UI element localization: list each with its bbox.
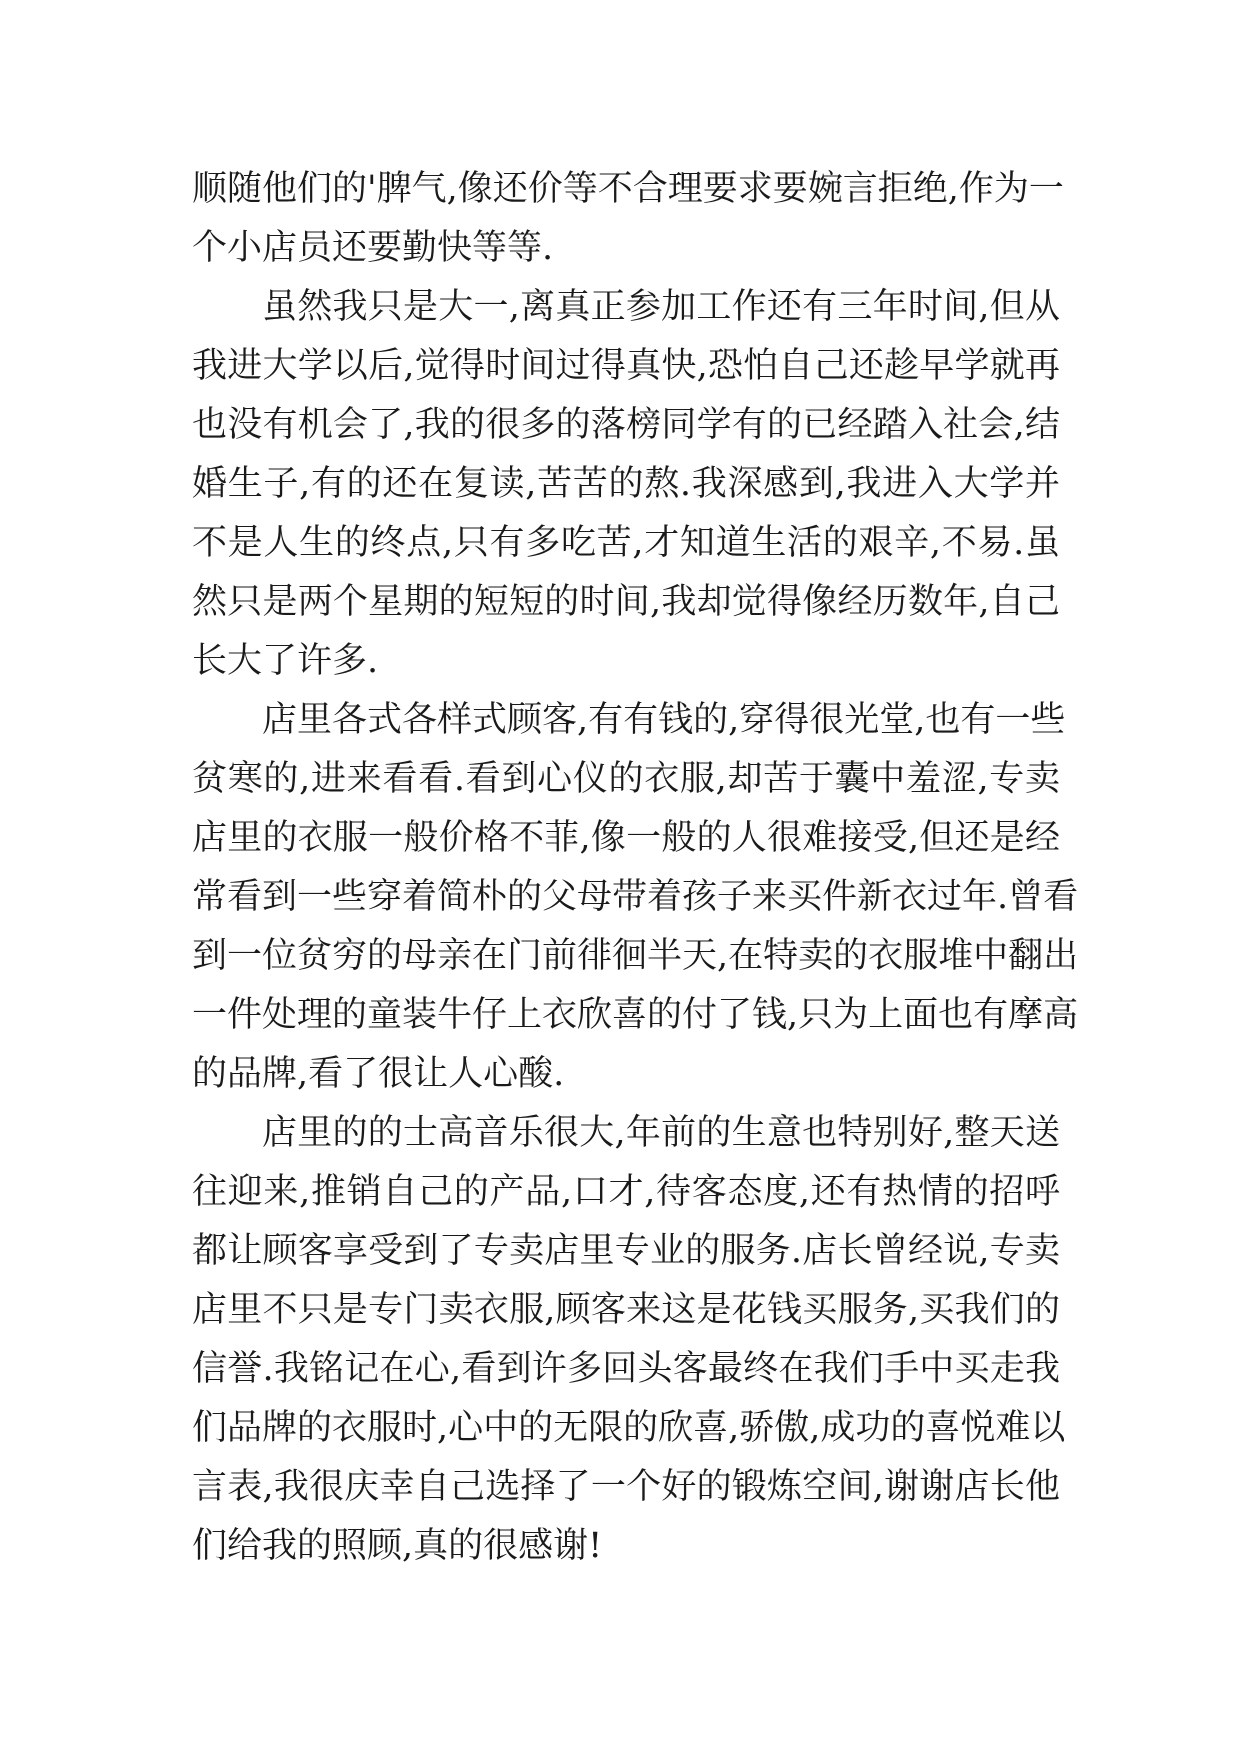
text-line: 长大了许多.: [192, 641, 379, 681]
text-line: 信誉.我铭记在心,看到许多回头客最终在我们手中买走我: [192, 1349, 1060, 1389]
paragraph-2: [192, 278, 1060, 691]
text-line: 都让顾客享受到了专卖店里专业的服务.店长曾经说,专卖: [192, 1231, 1060, 1271]
text-line: 一件处理的童装牛仔上衣欣喜的付了钱,只为上面也有摩高: [192, 995, 1079, 1035]
text-line: 言表,我很庆幸自己选择了一个好的锻炼空间,谢谢店长他: [192, 1467, 1060, 1507]
paragraph-3: [192, 691, 1079, 1104]
paragraph-4: [192, 1104, 1066, 1576]
text-line: 往迎来,推销自己的产品,口才,待客态度,还有热情的招呼: [192, 1172, 1060, 1212]
document-body: [192, 160, 1079, 1576]
text-line: 虽然我只是大一,离真正参加工作还有三年时间,但从: [262, 287, 1060, 327]
text-line: 婚生子,有的还在复读,苦苦的熬.我深感到,我进入大学并: [192, 464, 1060, 504]
text-line: 不是人生的终点,只有多吃苦,才知道生活的艰辛,不易.虽: [192, 523, 1060, 563]
text-line: 们品牌的衣服时,心中的无限的欣喜,骄傲,成功的喜悦难以: [192, 1408, 1066, 1448]
text-line: 个小店员还要勤快等等.: [192, 228, 554, 268]
text-line: 然只是两个星期的短短的时间,我却觉得像经历数年,自己: [192, 582, 1060, 622]
text-line: 贫寒的,进来看看.看到心仪的衣服,却苦于囊中羞涩,专卖: [192, 759, 1060, 799]
text-line: 也没有机会了,我的很多的落榜同学有的已经踏入社会,结: [192, 405, 1060, 445]
text-line: 店里的衣服一般价格不菲,像一般的人很难接受,但还是经: [192, 818, 1060, 858]
text-line: 常看到一些穿着简朴的父母带着孩子来买件新衣过年.曾看: [192, 877, 1079, 917]
text-line: 店里各式各样式顾客,有有钱的,穿得很光堂,也有一些: [262, 700, 1066, 740]
text-line: 我进大学以后,觉得时间过得真快,恐怕自己还趁早学就再: [192, 346, 1060, 386]
paragraph-1: [192, 160, 1064, 278]
text-line: 店里不只是专门卖衣服,顾客来这是花钱买服务,买我们的: [192, 1290, 1060, 1330]
text-line: 店里的的士高音乐很大,年前的生意也特别好,整天送: [262, 1113, 1060, 1153]
text-line: 到一位贫穷的母亲在门前徘徊半天,在特卖的衣服堆中翻出: [192, 936, 1079, 976]
text-line: 的品牌,看了很让人心酸.: [192, 1054, 565, 1094]
text-line: 们给我的照顾,真的很感谢!: [192, 1526, 603, 1566]
text-line: 顺随他们的'脾气,像还价等不合理要求要婉言拒绝,作为一: [192, 169, 1064, 209]
